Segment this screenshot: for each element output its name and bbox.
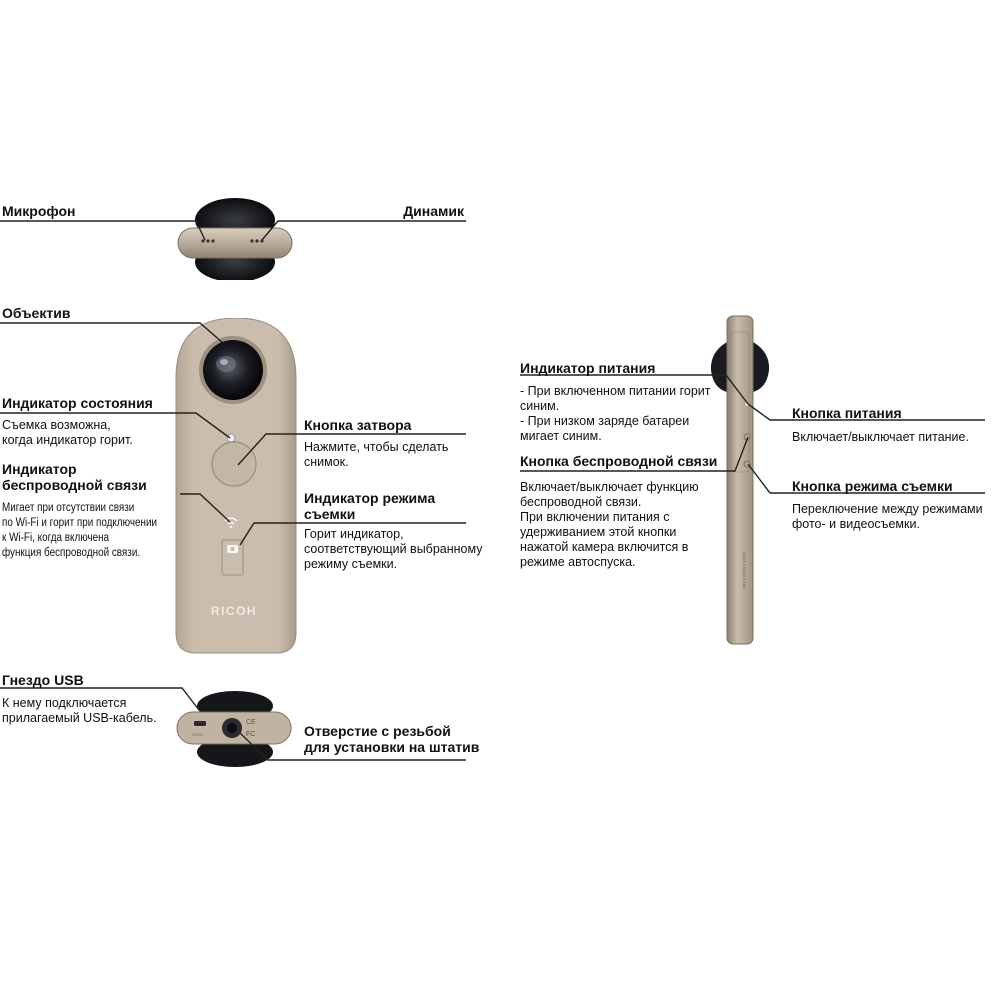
label-tripod-socket: Отверстие с резьбой для установки на штатив bbox=[304, 723, 480, 755]
status-indicator-description: Съемка возможна, когда индикатор горит. bbox=[2, 418, 133, 447]
wireless-button-description: Включает/выключает функцию беспроводной связи. При включении питания с удерживанием этой кнопки нажатой камера включится в режиме автоспуска. bbox=[520, 480, 699, 569]
svg-text:FC: FC bbox=[246, 731, 256, 738]
label-wireless-indicator: Индикатор беспроводной связи bbox=[2, 461, 147, 493]
label-mode-button: Кнопка режима съемки bbox=[792, 478, 953, 494]
shutter-button-description: Нажмите, чтобы сделать снимок. bbox=[304, 440, 449, 469]
label-speaker: Динамик bbox=[403, 203, 464, 219]
label-wireless-button: Кнопка беспроводной связи bbox=[520, 453, 718, 469]
power-indicator-description: - При включенном питании горит синим. - При низком заряде батареи мигает синим. bbox=[520, 384, 711, 443]
svg-text:XXXX: XXXX bbox=[192, 732, 203, 737]
label-power-button: Кнопка питания bbox=[792, 405, 902, 421]
wireless-indicator-description: Мигает при отсутствии связи по Wi-Fi и горит при подключении к Wi-Fi, когда включена функция беспроводной связи. bbox=[2, 502, 158, 559]
brand-logo: RICOH bbox=[210, 604, 258, 618]
svg-text:XXXX XXXXX XXXX: XXXX XXXXX XXXX bbox=[742, 552, 747, 589]
mode-button-description: Переключение между режимами фото- и видеосъемки. bbox=[792, 502, 983, 531]
label-lens: Объектив bbox=[2, 305, 71, 321]
label-status-indicator: Индикатор состояния bbox=[2, 395, 153, 411]
label-mode-indicator: Индикатор режима съемки bbox=[304, 490, 436, 522]
usb-port-description: К нему подключается прилагаемый USB-кабель. bbox=[2, 696, 157, 725]
power-button-description: Включает/выключает питание. bbox=[792, 430, 969, 444]
label-power-indicator: Индикатор питания bbox=[520, 360, 656, 376]
label-microphone: Микрофон bbox=[2, 203, 76, 219]
label-shutter-button: Кнопка затвора bbox=[304, 417, 412, 433]
mode-indicator-description: Горит индикатор, соответствующий выбранному режиму съемки. bbox=[304, 527, 483, 571]
svg-text:CE: CE bbox=[246, 719, 256, 726]
label-usb-port: Гнездо USB bbox=[2, 672, 84, 688]
